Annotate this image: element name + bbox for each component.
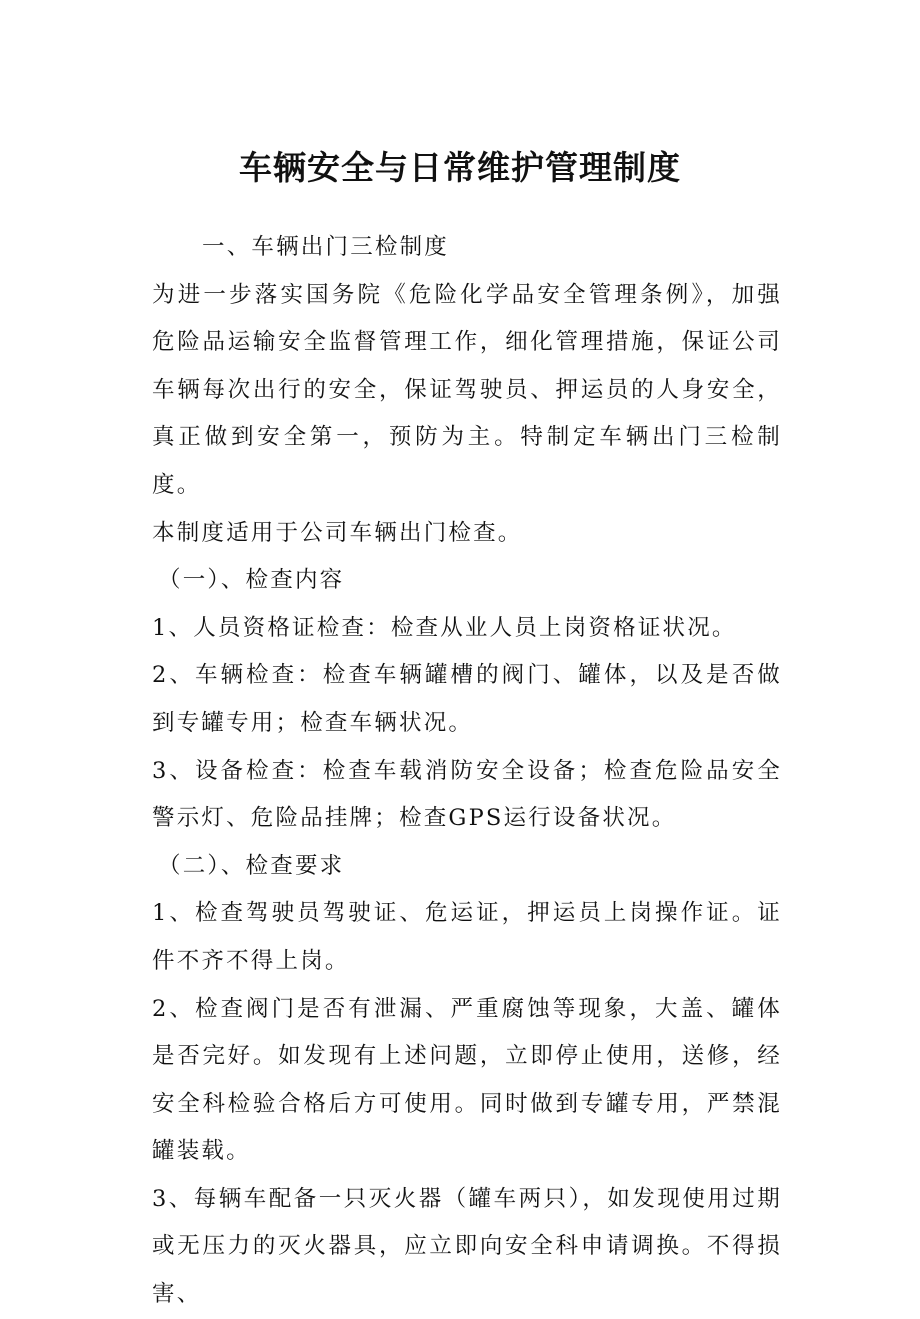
list-item: 1、检查驾驶员驾驶证、危运证，押运员上岗操作证。证件不齐不得上岗。 [152, 900, 782, 974]
list-item: 3、设备检查：检查车载消防安全设备；检查危险品安全警示灯、危险品挂牌；检查GPS运行设备状况。 [152, 757, 782, 832]
document-title: 车辆安全与日常维护管理制度 [239, 148, 681, 187]
list-item: 2、车辆检查：检查车辆罐槽的阀门、罐体，以及是否做到专罐专用；检查车辆状况。 [152, 662, 782, 736]
list-item: 2、检查阀门是否有泄漏、严重腐蚀等现象，大盖、罐体是否完好。如发现有上述问题，立即停止使用，送修，经安全科检验合格后方可使用。同时做到专罐专用，严禁混罐装载。 [152, 995, 782, 1165]
document-body [140, 224, 782, 1319]
list-item: 1、人员资格证检查：检查从业人员上岗资格证状况。 [152, 614, 737, 641]
section-heading-1: 一、车辆出门三检制度 [202, 234, 450, 260]
subsection-heading-inspection-content: （一）、检查内容 [158, 567, 345, 594]
scope-paragraph: 本制度适用于公司车辆出门检查。 [152, 519, 523, 546]
intro-paragraph: 为进一步落实国务院《危险化学品安全管理条例》，加强危险品运输安全监督管理工作，细化管理措施，保证公司车辆每次出行的安全，保证驾驶员、押运员的人身安全，真正做到安全第一，预防为主。特制定车辆出门三检制度。 [152, 281, 782, 498]
list-item: 3、每辆车配备一只灭火器（罐车两只），如发现使用过期或无压力的灭火器具，应立即向安全科申请调换。不得损害、 [152, 1185, 782, 1308]
subsection-heading-inspection-requirements: （二）、检查要求 [158, 852, 345, 879]
